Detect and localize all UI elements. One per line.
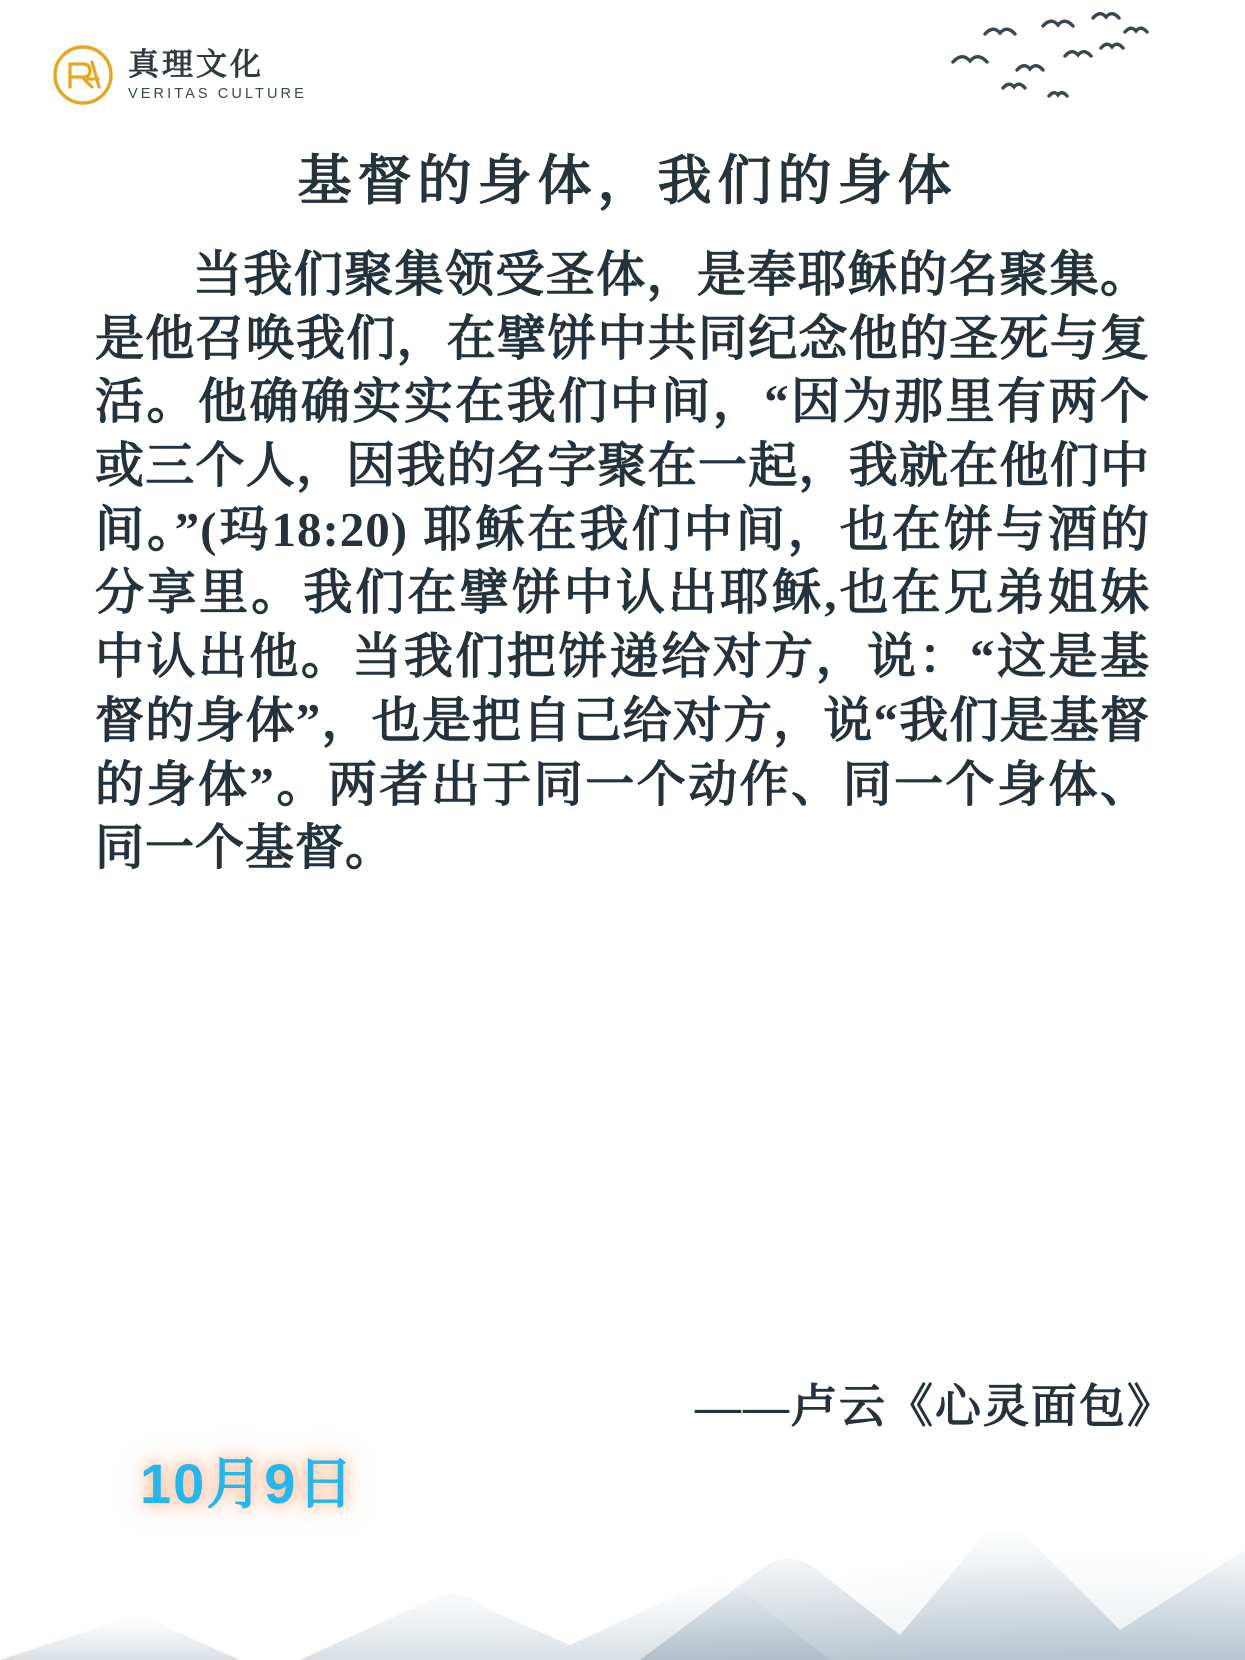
brand-name-cn: 真理文化 xyxy=(128,46,264,82)
date-badge: 10月9日 xyxy=(140,1452,356,1515)
article-attribution: ——卢云《心灵面包》 xyxy=(695,1381,1175,1432)
brand-name-en: VERITAS CULTURE xyxy=(128,85,307,102)
veritas-seal-icon xyxy=(52,44,114,106)
article-content xyxy=(0,120,1245,1432)
brand-names xyxy=(128,46,307,102)
page-title: 基督的身体，我们的身体 xyxy=(297,151,958,211)
brand-logo xyxy=(52,44,307,106)
flying-birds-icon xyxy=(943,4,1153,134)
article-body: 当我们聚集领受圣体，是奉耶稣的名聚集。是他召唤我们，在擘饼中共同纪念他的圣死与复活。他确确实实在我们中间，“因为那里有两个或三个人，因我的名字聚在一起，我就在他们中间。”(玛18:20) 耶稣在我们中间，也在饼与酒的分享里。我们在擘饼中认出耶稣,也在兄弟姐妹中认出他。当我们把饼递给对方，说：“这是基督的身体”，也是把自己给对方，说“我们是基督的身体”。两者出于同一个动作、同一个身体、同一个基督。 xyxy=(95,247,1150,876)
